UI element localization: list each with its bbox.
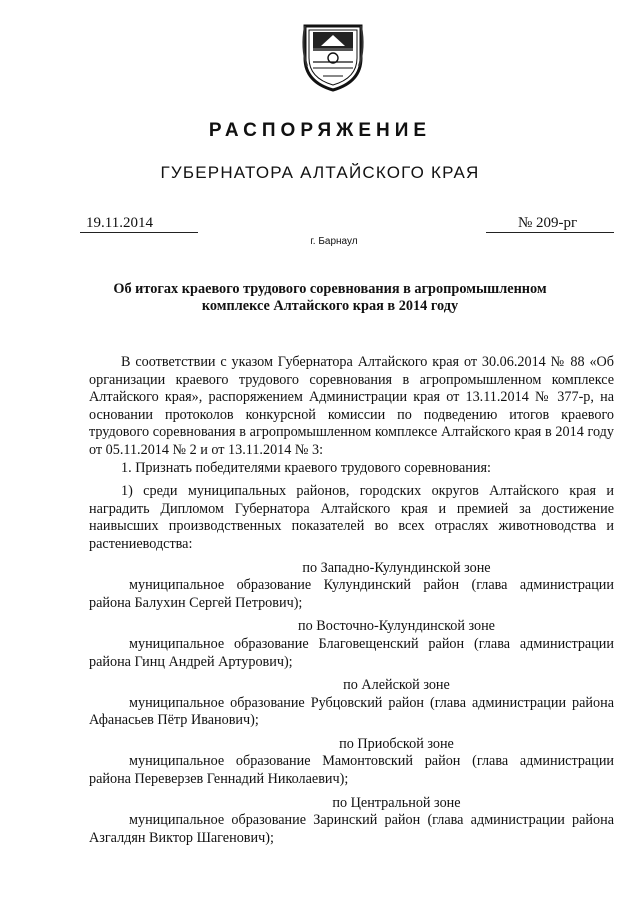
point-1: 1. Признать победителями краевого трудового соревнования: (121, 459, 491, 476)
zone-entry: муниципальное образование Благовещенский район (глава администрации района Гинц Андрей Артурович); (89, 635, 614, 670)
document-date: 19.11.2014 (80, 214, 198, 233)
document-body (89, 354, 614, 847)
zone-entry: муниципальное образование Рубцовский район (глава администрации района Афанасьев Пётр Иванович); (89, 694, 614, 729)
point-1-1: 1) среди муниципальных районов, городских округов Алтайского края и наградить Дипломом Губернатора Алтайского края и премией за достижение наивысших производственных показателей во всех отраслях животноводства и растениеводства: (89, 483, 614, 552)
zone-title: по Центральной зоне (332, 794, 461, 811)
zone-entry: муниципальное образование Мамонтовский район (глава администрации района Переверзев Геннадий Николаевич); (89, 753, 614, 788)
document-subtitle: ГУБЕРНАТОРА АЛТАЙСКОГО КРАЯ (160, 163, 480, 182)
zone-entry: муниципальное образование Заринский район (глава администрации района Азгалдян Виктор Шагенович); (89, 812, 614, 846)
document-title: РАСПОРЯЖЕНИЕ (208, 120, 432, 141)
zone-title: по Западно-Кулундинской зоне (302, 559, 491, 576)
document-city: г. Барнаул (310, 236, 358, 247)
zone-title: по Алейской зоне (343, 677, 450, 694)
document-heading: Об итогах краевого трудового соревнования в агропромышленном комплексе Алтайского края в 2014 году (113, 281, 547, 314)
document-number: № 209-рг (486, 214, 614, 233)
intro-paragraph: В соответствии с указом Губернатора Алтайского края от 30.06.2014 № 88 «Об организации краевого трудового соревнования в агропромышленном комплексе Алтайского края», распоряжением Администрации края от 13.11.2014 № 377-р, на основании протоколов конкурсной комиссии по подведению итогов краевого трудового соревнования в агропромышленном комплексе Алтайского края в 2014 году от 05.11.2014 № 2 и от 13.11.2014 № 3: (89, 354, 614, 458)
zone-title: по Восточно-Кулундинской зоне (298, 618, 495, 635)
zone-entry: муниципальное образование Кулундинский район (глава администрации района Балухин Сергей Петрович); (89, 577, 614, 611)
zone-title: по Приобской зоне (339, 735, 454, 752)
coat-of-arms-icon (299, 18, 367, 94)
